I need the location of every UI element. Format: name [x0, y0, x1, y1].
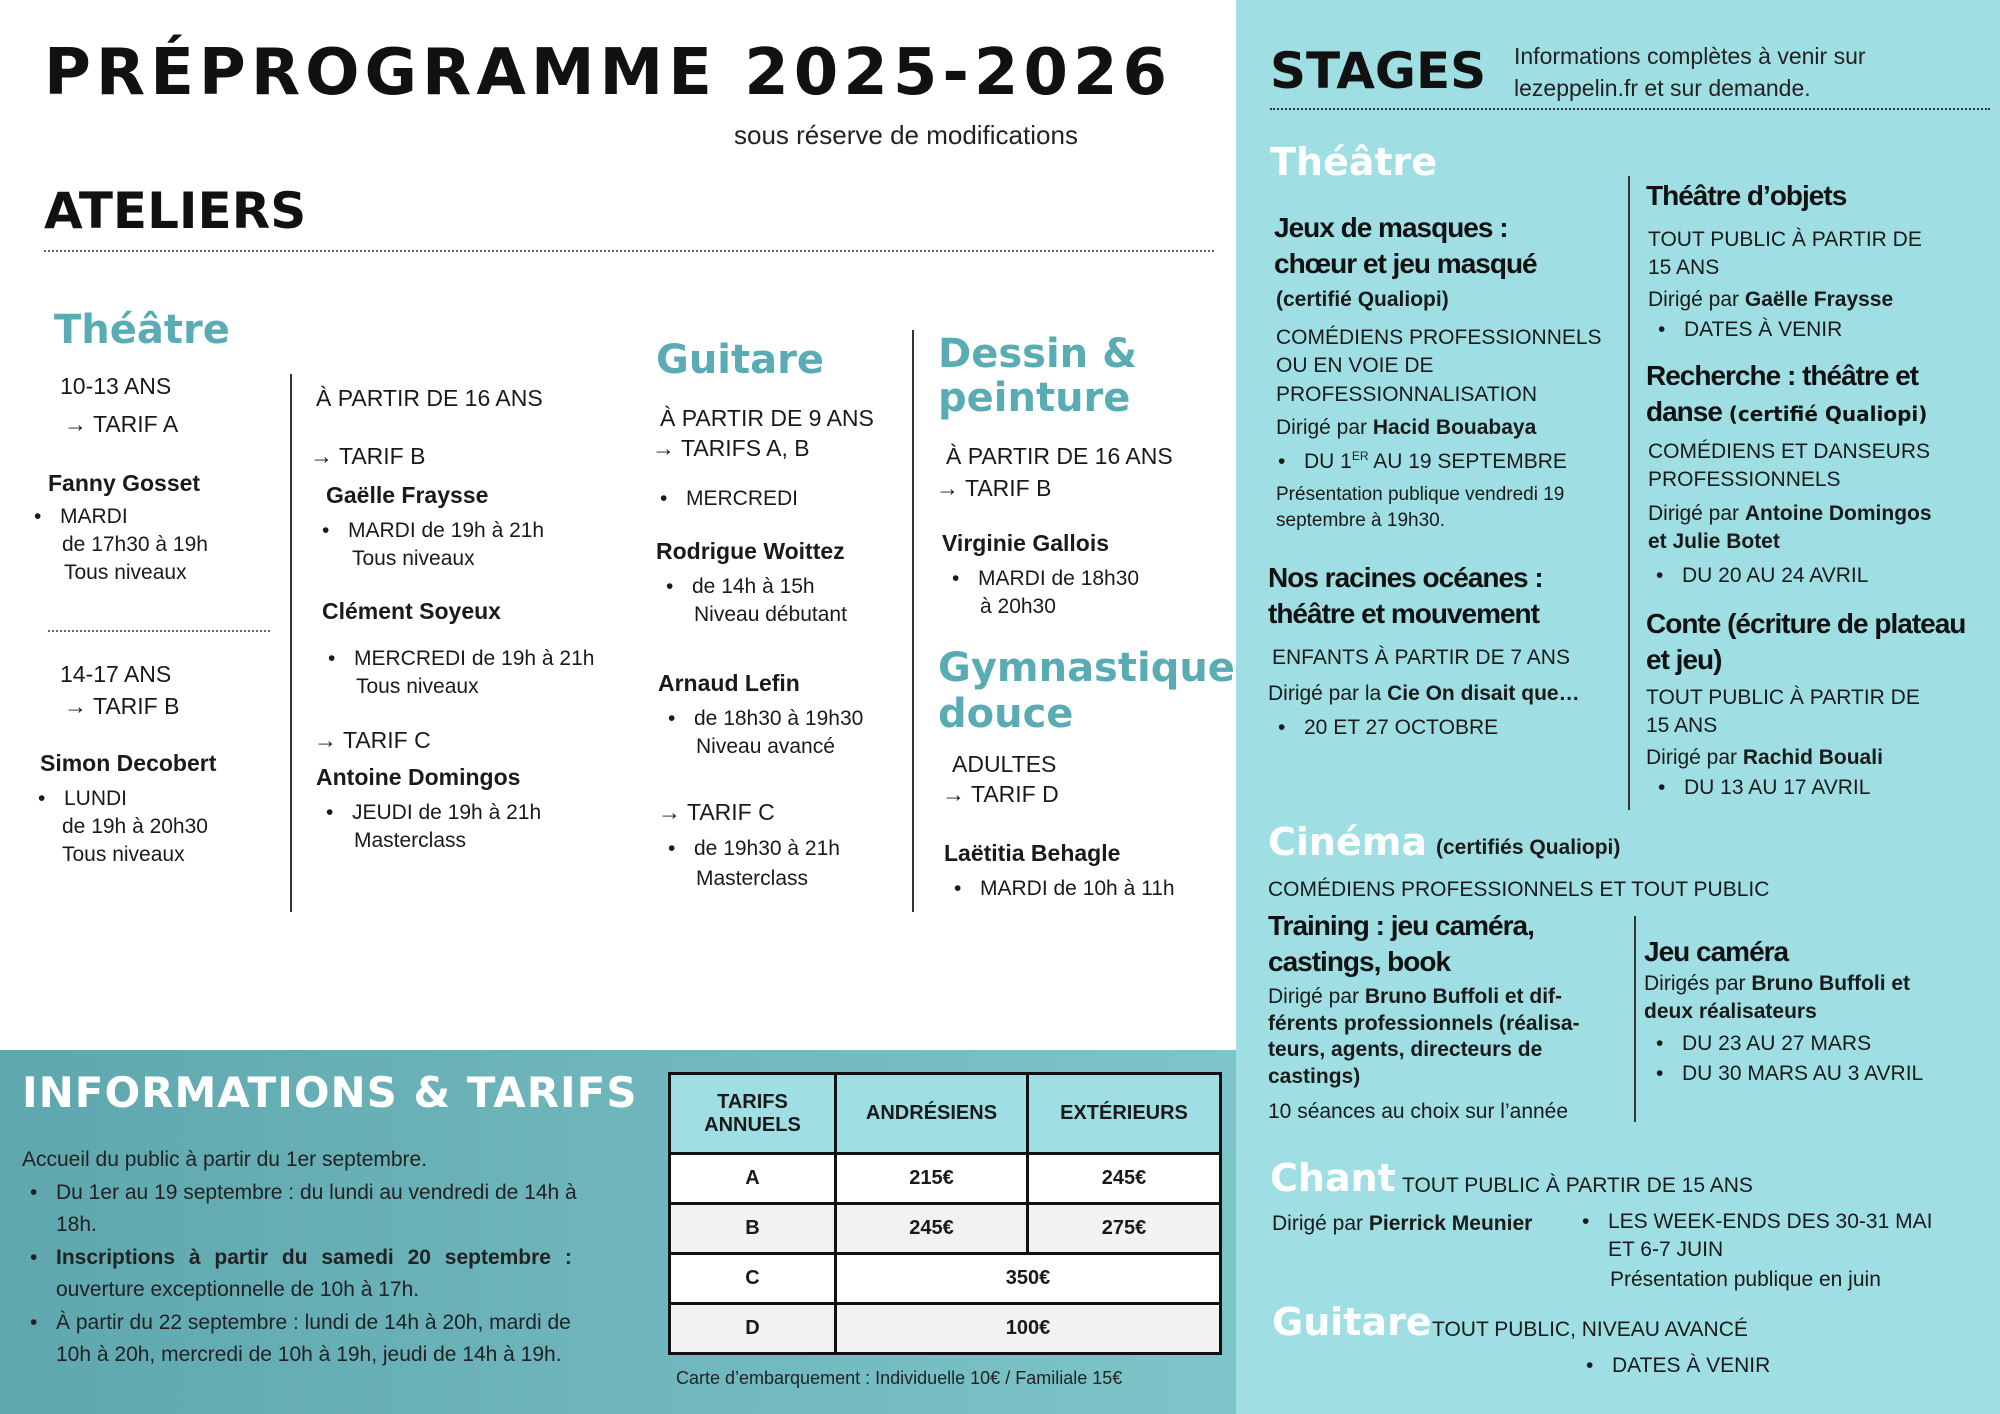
level-text: Tous niveaux — [64, 561, 187, 584]
schedule-time: à 20h30 — [980, 595, 1056, 618]
table-cell: C — [670, 1254, 836, 1304]
teacher-name: Clément Soyeux — [322, 598, 501, 624]
tarif-label: → TARIFS A, B — [652, 435, 810, 461]
column-divider — [290, 374, 292, 912]
table-header: EXTÉRIEURS — [1028, 1074, 1221, 1154]
schedule-item: • MERCREDI de 19h à 21h — [354, 646, 594, 672]
date-item: • DU 1ER AU 19 SEPTEMBRE — [1304, 448, 1567, 476]
tarif-label: → TARIF B — [64, 693, 180, 719]
table-cell: 275€ — [1028, 1204, 1221, 1254]
level-text: Masterclass — [354, 829, 467, 852]
stages-cinema-label: Cinéma — [1268, 820, 1427, 864]
ateliers-dessin-label: peinture — [938, 375, 1131, 421]
tarifs-table — [668, 1072, 1222, 1355]
table-cell: 215€ — [836, 1154, 1028, 1204]
stage-title: Théâtre d’objets — [1646, 180, 1847, 211]
table-cell: B — [670, 1204, 836, 1254]
level-text: Tous niveaux — [62, 843, 185, 866]
column-divider — [912, 330, 914, 912]
date-item: • LES WEEK-ENDS DES 30-31 MAI ET 6-7 JUIN — [1608, 1208, 1932, 1265]
date-item: • 20 ET 27 OCTOBRE — [1304, 714, 1498, 742]
certification-badge: (certifiés Qualiopi) — [1436, 836, 1621, 859]
level-text: Niveau avancé — [696, 735, 835, 758]
page-subtitle: sous réserve de modifications — [734, 120, 1078, 150]
tarif-label: → TARIF A — [64, 411, 179, 437]
level-text: Masterclass — [696, 867, 809, 890]
teacher-name: Rodrigue Woittez — [656, 538, 845, 564]
age-range: À PARTIR DE 16 ANS — [316, 385, 543, 411]
table-cell: 100€ — [836, 1304, 1221, 1354]
schedule-item: • MERCREDI — [686, 486, 798, 512]
table-row — [670, 1154, 1221, 1204]
table-row — [670, 1254, 1221, 1304]
ateliers-guitare-label: Guitare — [656, 337, 824, 383]
date-item: • DU 13 AU 17 AVRIL — [1684, 774, 1870, 802]
schedule-item: • MARDI de 10h à 11h — [980, 876, 1175, 902]
director-line: Dirigé par Pierrick Meunier — [1272, 1212, 1533, 1235]
audience-text: TOUT PUBLIC, NIVEAU AVANCÉ — [1432, 1318, 1748, 1341]
schedule-item: • MARDI — [60, 504, 128, 530]
divider — [44, 250, 1214, 252]
page-title: PRÉPROGRAMME 2025-2026 — [44, 36, 1173, 110]
age-range: ADULTES — [952, 751, 1057, 777]
table-cell: D — [670, 1304, 836, 1354]
ateliers-gym-label: douce — [938, 691, 1074, 737]
audience-text: COMÉDIENS ET DANSEURS PROFESSIONNELS — [1648, 440, 1930, 492]
schedule-item: • de 18h30 à 19h30 — [694, 706, 863, 732]
teacher-name: Antoine Domingos — [316, 764, 521, 790]
stages-guitare-label: Guitare — [1272, 1300, 1432, 1344]
schedule-item: • JEUDI de 19h à 21h — [352, 800, 541, 826]
audience-text: TOUT PUBLIC À PARTIR DE 15 ANS — [1646, 686, 1920, 738]
director-line: Dirigé par Rachid Bouali — [1646, 746, 1883, 769]
date-item: • DU 20 AU 24 AVRIL — [1682, 562, 1868, 590]
table-cell: 245€ — [836, 1204, 1028, 1254]
stages-heading: STAGES — [1270, 42, 1487, 100]
stage-title: Recherche : théâtre et danse (certifié Qualiopi) — [1646, 360, 1928, 427]
teacher-name: Virginie Gallois — [942, 530, 1110, 556]
stages-info: Informations complètes à venir sur lezeppelin.fr et sur demande. — [1514, 43, 1866, 102]
date-item: • DATES À VENIR — [1612, 1352, 1770, 1380]
age-range: 10-13 ANS — [60, 373, 172, 399]
director-line: Dirigé par Antoine Domingos et Julie Botet — [1648, 502, 1932, 554]
level-text: Tous niveaux — [356, 675, 479, 698]
director-line: Dirigé par Hacid Bouabaya — [1276, 416, 1537, 439]
carte-note: Carte d’embarquement : Individuelle 10€ / Familiale 15€ — [676, 1368, 1123, 1388]
table-header: ANDRÉSIENS — [836, 1074, 1028, 1154]
tarif-label: → TARIF C — [658, 799, 775, 825]
stages-chant-label: Chant — [1270, 1156, 1396, 1200]
schedule-item: • LUNDI — [64, 786, 127, 812]
date-item: • DU 30 MARS AU 3 AVRIL — [1682, 1060, 1923, 1088]
table-cell: A — [670, 1154, 836, 1204]
audience-text: TOUT PUBLIC À PARTIR DE 15 ANS — [1648, 228, 1922, 280]
teacher-name: Laëtitia Behagle — [944, 840, 1121, 866]
presentation-note: Présentation publique en juin — [1610, 1268, 1881, 1291]
tarif-label: → TARIF C — [314, 727, 431, 753]
audience-text: ENFANTS À PARTIR DE 7 ANS — [1272, 646, 1570, 669]
director-line: Dirigé par Bruno Buffoli et dif- férents professionnels (réalisa- teurs, agents, directeurs de castings) — [1268, 985, 1580, 1088]
director-line: Dirigé par la Cie On disait que… — [1268, 682, 1580, 705]
stages-theatre-label: Théâtre — [1270, 140, 1438, 184]
schedule-item: • MARDI de 19h à 21h — [348, 518, 544, 544]
schedule-item: • MARDI de 18h30 — [978, 566, 1139, 592]
certification-badge: (certifié Qualiopi) — [1276, 288, 1449, 311]
teacher-name: Simon Decobert — [40, 750, 217, 776]
tarif-label: → TARIF D — [942, 781, 1059, 807]
stage-title: Training : jeu caméra, castings, book — [1268, 910, 1534, 977]
presentation-note: Présentation publique vendredi 19 septembre à 19h30. — [1276, 484, 1565, 531]
stage-title: Jeux de masques : chœur et jeu masqué — [1274, 212, 1537, 279]
stage-title: Nos racines océanes : théâtre et mouvement — [1268, 562, 1543, 629]
date-item: • DATES À VENIR — [1684, 316, 1842, 344]
table-row — [670, 1204, 1221, 1254]
teacher-name: Arnaud Lefin — [658, 670, 800, 696]
ateliers-gym-label: Gymnastique — [938, 645, 1235, 691]
teacher-name: Fanny Gosset — [48, 470, 201, 496]
audience-text: COMÉDIENS PROFESSIONNELS OU EN VOIE DE PROFESSIONNALISATION — [1276, 326, 1602, 406]
schedule-time: de 17h30 à 19h — [62, 533, 208, 556]
level-text: Tous niveaux — [352, 547, 475, 570]
stage-title: Jeu caméra — [1644, 936, 1789, 967]
ateliers-theatre-label: Théâtre — [54, 307, 230, 353]
divider — [1270, 108, 1990, 110]
ateliers-heading: ATELIERS — [44, 182, 307, 240]
info-text: Accueil du public à partir du 1er septembre. • Du 1er au 19 septembre : du lundi au vendredi de 14h à 18h. • Inscriptions à partir du samedi 20 septembre : ouverture exceptionnelle de 10h à 17h. • À partir du 22 septembre : lundi de 14h à 20h, mardi de 10h à 20h, mercredi de 10h à 19h, jeudi de 14h à 19h. — [22, 1148, 577, 1367]
age-range: 14-17 ANS — [60, 661, 172, 687]
table-header: TARIFS ANNUELS — [670, 1074, 836, 1154]
tarif-label: → TARIF B — [310, 443, 426, 469]
sessions-note: 10 séances au choix sur l’année — [1268, 1100, 1569, 1123]
ateliers-dessin-label: Dessin & — [938, 331, 1137, 377]
level-text: Niveau débutant — [694, 603, 847, 626]
schedule-item: • de 19h30 à 21h — [694, 836, 840, 862]
teacher-name: Gaëlle Fraysse — [326, 482, 489, 508]
director-line: Dirigé par Gaëlle Fraysse — [1648, 288, 1894, 311]
column-divider — [1634, 916, 1636, 1122]
info-heading: INFORMATIONS & TARIFS — [22, 1068, 638, 1117]
column-divider — [1628, 176, 1630, 810]
audience-text: COMÉDIENS PROFESSIONNELS ET TOUT PUBLIC — [1268, 878, 1770, 901]
stage-title: Conte (écriture de plateau et jeu) — [1646, 608, 1966, 675]
table-cell: 245€ — [1028, 1154, 1221, 1204]
date-item: • DU 23 AU 27 MARS — [1682, 1030, 1871, 1058]
tarif-label: → TARIF B — [936, 475, 1052, 501]
divider — [48, 630, 270, 632]
table-cell: 350€ — [836, 1254, 1221, 1304]
director-line: Dirigés par Bruno Buffoli et deux réalisateurs — [1644, 972, 1911, 1024]
schedule-item: • de 14h à 15h — [692, 574, 815, 600]
age-range: À PARTIR DE 16 ANS — [946, 443, 1173, 469]
age-range: À PARTIR DE 9 ANS — [660, 405, 874, 431]
schedule-time: de 19h à 20h30 — [62, 815, 208, 838]
audience-text: TOUT PUBLIC À PARTIR DE 15 ANS — [1402, 1174, 1753, 1197]
table-row — [670, 1304, 1221, 1354]
